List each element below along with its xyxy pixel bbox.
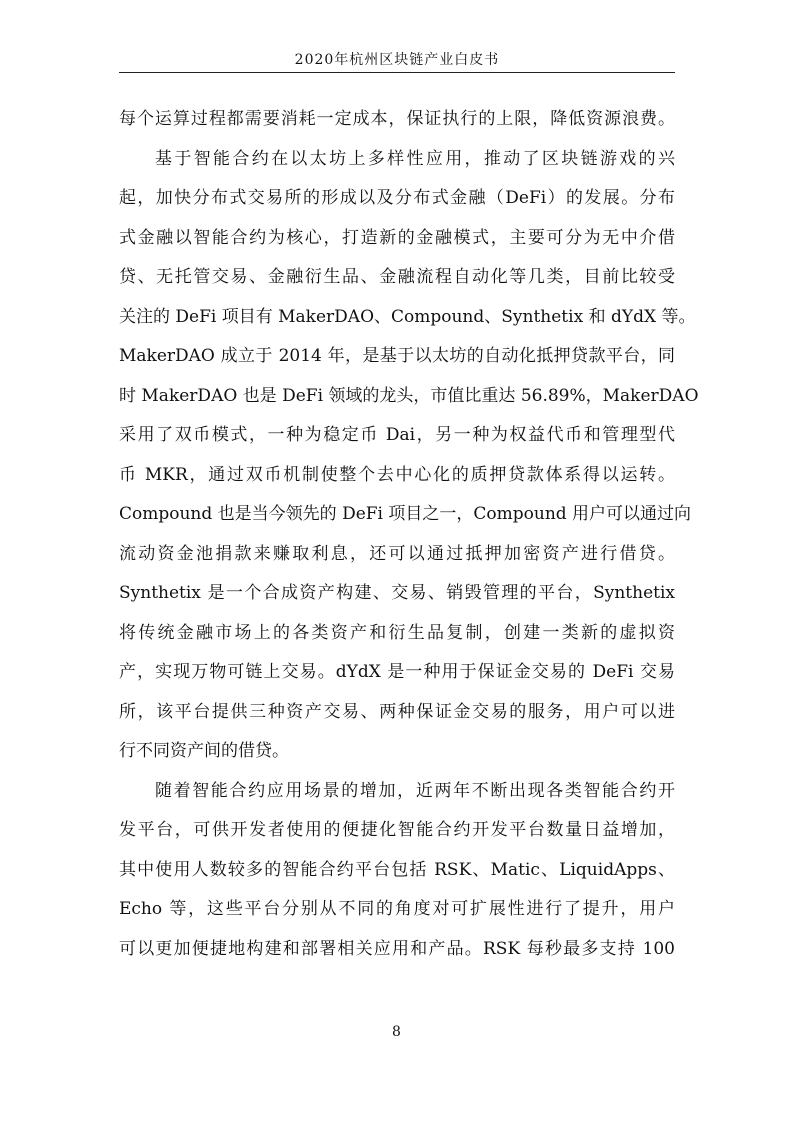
- header-divider: [119, 72, 675, 73]
- text-line: Compound 也是当今领先的 DeFi 项目之一，Compound 用户可以通过向: [119, 504, 692, 524]
- text-line: MakerDAO 成立于 2014 年，是基于以太坊的自动化抵押贷款平台，同: [119, 346, 675, 366]
- text-line: 所，该平台提供三种资产交易、两种保证金交易的服务，用户可以进: [119, 701, 675, 722]
- text-line: 贷、无托管交易、金融衍生品、金融流程自动化等几类，目前比较受: [119, 267, 675, 287]
- text-line: 将传统金融市场上的各类资产和衍生品复制，创建一类新的虚拟资: [119, 622, 675, 643]
- text-line: 采用了双币模式，一种为稳定币 Dai，另一种为权益代币和管理型代: [119, 425, 675, 445]
- text-line: 发平台，可供开发者使用的便捷化智能合约开发平台数量日益增加，: [119, 820, 675, 840]
- text-line: 其中使用人数较多的智能合约平台包括 RSK、Matic、LiquidApps、: [119, 859, 675, 880]
- paragraph-first-line: 随着智能合约应用场景的增加，近两年不断出现各类智能合约开: [155, 780, 675, 801]
- paragraph-last-line: 行不同资产间的借贷。: [119, 741, 289, 761]
- text-line: Synthetix 是一个合成资产构建、交易、销毁管理的平台，Synthetix: [119, 583, 675, 603]
- text-line: 流动资金池捐款来赚取利息，还可以通过抵押加密资产进行借贷。: [119, 543, 675, 564]
- text-line: 时 MakerDAO 也是 DeFi 领域的龙头，市值比重达 56.89%，MakerDAO: [119, 385, 699, 406]
- body-text: [119, 100, 699, 969]
- text-line: 币 MKR，通过双币机制使整个去中心化的质押贷款体系得以运转。: [119, 464, 675, 485]
- paragraph-first-line: 基于智能合约在以太坊上多样性应用，推动了区块链游戏的兴: [155, 148, 675, 169]
- text-line: 起，加快分布式交易所的形成以及分布式金融（DeFi）的发展。分布: [119, 188, 675, 208]
- text-line: 可以更加便捷地构建和部署相关应用和产品。RSK 每秒最多支持 100: [119, 938, 675, 959]
- text-line: Echo 等，这些平台分别从不同的角度对可扩展性进行了提升，用户: [119, 899, 675, 919]
- page-header: 2020年杭州区块链产业白皮书: [294, 52, 500, 68]
- page-number: 8: [392, 1024, 401, 1040]
- text-line: 关注的 DeFi 项目有 MakerDAO、Compound、Synthetix 和 dYdX 等。: [119, 306, 696, 327]
- text-line: 式金融以智能合约为核心，打造新的金融模式，主要可分为无中介借: [119, 227, 675, 248]
- text-line: 产，实现万物可链上交易。dYdX 是一种用于保证金交易的 DeFi 交易: [119, 662, 675, 682]
- text-line: 每个运算过程都需要消耗一定成本，保证执行的上限，降低资源浪费。: [119, 109, 675, 129]
